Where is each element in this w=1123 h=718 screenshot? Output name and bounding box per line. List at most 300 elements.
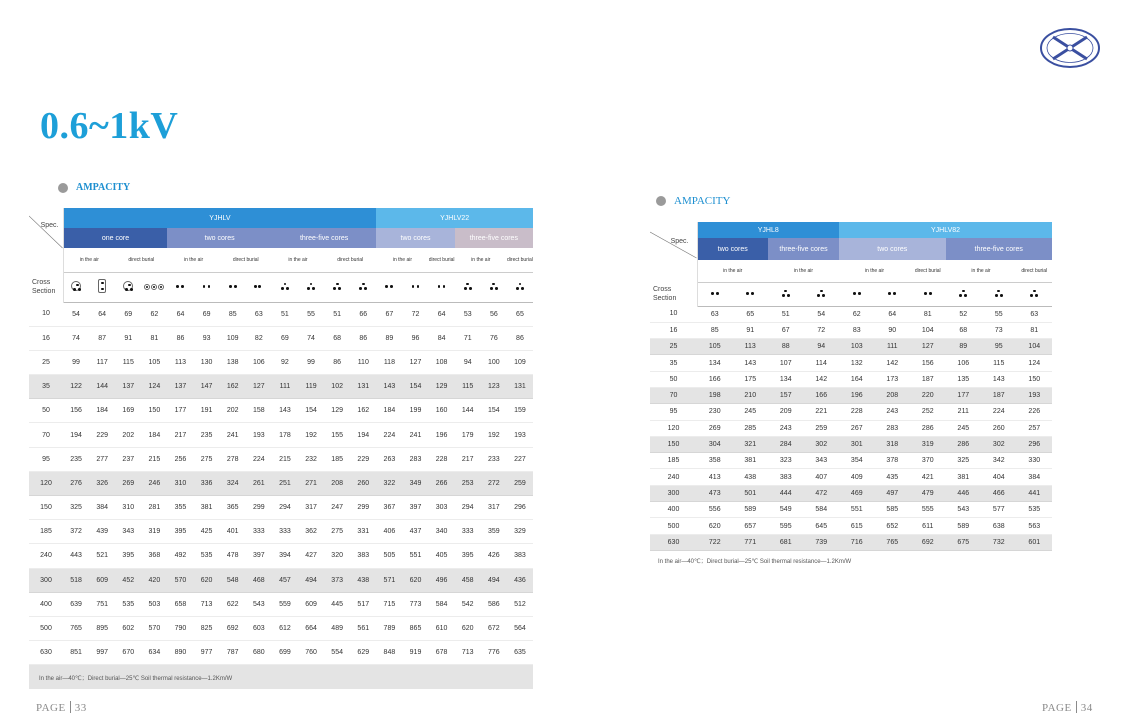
- ampacity-cell: 381: [946, 469, 982, 485]
- ampacity-cell: 227: [507, 447, 533, 471]
- ampacity-cell: 71: [455, 326, 481, 350]
- ampacity-cell: 310: [115, 496, 141, 520]
- cross-section-cell: 400: [650, 502, 697, 518]
- ampacity-cell: 144: [89, 375, 115, 399]
- ampacity-cell: 445: [324, 592, 350, 616]
- condition-header: direct burial: [324, 248, 376, 272]
- ampacity-cell: 603: [246, 616, 272, 640]
- ampacity-cell: 261: [246, 471, 272, 495]
- ampacity-cell: 571: [376, 568, 402, 592]
- arrangement-icon: [946, 282, 982, 306]
- ampacity-cell: 789: [376, 616, 402, 640]
- ampacity-cell: 109: [507, 350, 533, 374]
- ampacity-cell: 99: [63, 350, 89, 374]
- subgroup-three-five-cores: three-five cores: [272, 228, 376, 248]
- ampacity-cell: 267: [839, 420, 875, 436]
- ampacity-cell: 129: [324, 399, 350, 423]
- ampacity-cell: 563: [1017, 518, 1053, 534]
- ampacity-cell: 543: [246, 592, 272, 616]
- subgroup-three-five-cores-22: three-five cores: [455, 228, 533, 248]
- ampacity-cell: 489: [324, 616, 350, 640]
- arrangement-icon: [804, 282, 840, 306]
- ampacity-cell: 438: [733, 469, 769, 485]
- cross-section-cell: 150: [29, 496, 63, 520]
- ampacity-cell: 178: [272, 423, 298, 447]
- ampacity-cell: 634: [141, 641, 167, 665]
- arrangement-icon: [981, 282, 1017, 306]
- table-row: [650, 371, 1052, 387]
- cross-section-label: Cross Section: [653, 286, 677, 302]
- ampacity-cell: 501: [733, 485, 769, 501]
- ampacity-cell: 215: [141, 447, 167, 471]
- ampacity-cell: 127: [246, 375, 272, 399]
- cross-section-cell: 35: [29, 375, 63, 399]
- ampacity-cell: 825: [194, 616, 220, 640]
- condition-header: in the air: [697, 260, 768, 282]
- ampacity-cell: 555: [910, 502, 946, 518]
- ampacity-cell: 629: [350, 641, 376, 665]
- ampacity-cell: 81: [1017, 322, 1053, 338]
- ampacity-cell: 294: [455, 496, 481, 520]
- ampacity-cell: 143: [981, 371, 1017, 387]
- ampacity-cell: 776: [481, 641, 507, 665]
- table-row: [29, 496, 533, 520]
- ampacity-cell: 319: [910, 436, 946, 452]
- ampacity-table-left: [29, 208, 533, 689]
- ampacity-cell: 115: [981, 355, 1017, 371]
- ampacity-cell: 143: [272, 399, 298, 423]
- ampacity-cell: 127: [910, 339, 946, 355]
- ampacity-cell: 301: [839, 436, 875, 452]
- ampacity-cell: 302: [804, 436, 840, 452]
- ampacity-cell: 383: [350, 544, 376, 568]
- arrangement-icon: [63, 272, 89, 302]
- ampacity-cell: 518: [63, 568, 89, 592]
- ampacity-cell: 91: [115, 326, 141, 350]
- ampacity-cell: 235: [194, 423, 220, 447]
- table-row: [650, 502, 1052, 518]
- ampacity-cell: 302: [981, 436, 1017, 452]
- ampacity-cell: 232: [298, 447, 324, 471]
- ampacity-cell: 110: [350, 350, 376, 374]
- ampacity-cell: 304: [697, 436, 733, 452]
- ampacity-cell: 245: [733, 404, 769, 420]
- ampacity-cell: 620: [194, 568, 220, 592]
- ampacity-cell: 251: [272, 471, 298, 495]
- ampacity-cell: 678: [429, 641, 455, 665]
- condition-header: in the air: [839, 260, 910, 282]
- ampacity-cell: 54: [63, 302, 89, 326]
- ampacity-cell: 284: [768, 436, 804, 452]
- ampacity-cell: 977: [194, 641, 220, 665]
- ampacity-cell: 275: [324, 520, 350, 544]
- ampacity-cell: 322: [376, 471, 402, 495]
- ampacity-cell: 294: [272, 496, 298, 520]
- ampacity-cell: 362: [298, 520, 324, 544]
- ampacity-cell: 620: [697, 518, 733, 534]
- ampacity-cell: 224: [981, 404, 1017, 420]
- ampacity-cell: 340: [429, 520, 455, 544]
- ampacity-cell: 670: [115, 641, 141, 665]
- ampacity-cell: 355: [167, 496, 193, 520]
- cross-section-cell: 240: [650, 469, 697, 485]
- table-row: [29, 399, 533, 423]
- ampacity-cell: 259: [804, 420, 840, 436]
- ampacity-cell: 246: [141, 471, 167, 495]
- ampacity-cell: 202: [220, 399, 246, 423]
- ampacity-cell: 54: [804, 306, 840, 322]
- ampacity-cell: 160: [429, 399, 455, 423]
- ampacity-cell: 90: [875, 322, 911, 338]
- group-header-yjhlv: YJHLV: [63, 208, 376, 228]
- ampacity-cell: 713: [455, 641, 481, 665]
- ampacity-cell: 87: [89, 326, 115, 350]
- ampacity-cell: 68: [324, 326, 350, 350]
- ampacity-cell: 443: [63, 544, 89, 568]
- table-row: [650, 485, 1052, 501]
- subgroup-three-five-cores-82: three-five cores: [946, 238, 1053, 260]
- ampacity-cell: 65: [733, 306, 769, 322]
- ampacity-cell: 55: [298, 302, 324, 326]
- ampacity-cell: 612: [272, 616, 298, 640]
- arrangement-icon: [376, 272, 402, 302]
- ampacity-cell: 217: [455, 447, 481, 471]
- ampacity-cell: 275: [194, 447, 220, 471]
- footnote-left: In the air—40℃；Direct burial—25℃ Soil thermal resistance—1.2Km/W: [29, 665, 533, 689]
- table-row: [650, 436, 1052, 452]
- ampacity-cell: 81: [910, 306, 946, 322]
- ampacity-cell: 765: [63, 616, 89, 640]
- table-row: [650, 355, 1052, 371]
- ampacity-cell: 241: [220, 423, 246, 447]
- page-number-left: PAGE 33: [36, 702, 87, 714]
- arrangement-icon: [298, 272, 324, 302]
- ampacity-cell: 102: [324, 375, 350, 399]
- table-row: [650, 518, 1052, 534]
- ampacity-cell: 609: [89, 568, 115, 592]
- ampacity-cell: 441: [1017, 485, 1053, 501]
- ampacity-cell: 194: [63, 423, 89, 447]
- cross-section-cell: 70: [29, 423, 63, 447]
- ampacity-cell: 142: [804, 371, 840, 387]
- ampacity-cell: 427: [298, 544, 324, 568]
- table-row: [29, 471, 533, 495]
- ampacity-cell: 202: [115, 423, 141, 447]
- subgroup-two-cores-22: two cores: [376, 228, 454, 248]
- ampacity-cell: 64: [875, 306, 911, 322]
- ampacity-cell: 303: [429, 496, 455, 520]
- ampacity-cell: 556: [697, 502, 733, 518]
- ampacity-cell: 615: [839, 518, 875, 534]
- ampacity-cell: 452: [115, 568, 141, 592]
- ampacity-cell: 395: [167, 520, 193, 544]
- cross-section-cell: 500: [650, 518, 697, 534]
- table-row: [29, 302, 533, 326]
- ampacity-cell: 760: [298, 641, 324, 665]
- ampacity-cell: 535: [1017, 502, 1053, 518]
- cross-section-cell: 16: [650, 322, 697, 338]
- ampacity-cell: 496: [429, 568, 455, 592]
- condition-header: direct burial: [115, 248, 167, 272]
- ampacity-cell: 397: [402, 496, 428, 520]
- divider: [1076, 701, 1077, 713]
- ampacity-cell: 397: [246, 544, 272, 568]
- ampacity-cell: 468: [246, 568, 272, 592]
- ampacity-cell: 478: [220, 544, 246, 568]
- ampacity-cell: 384: [1017, 469, 1053, 485]
- ampacity-cell: 184: [376, 399, 402, 423]
- ampacity-cell: 343: [115, 520, 141, 544]
- ampacity-cell: 354: [839, 453, 875, 469]
- ampacity-cell: 299: [246, 496, 272, 520]
- ampacity-cell: 64: [89, 302, 115, 326]
- ampacity-cell: 114: [804, 355, 840, 371]
- table-row: [650, 404, 1052, 420]
- ampacity-cell: 383: [507, 544, 533, 568]
- arrangement-icon: [875, 282, 911, 306]
- table-row: [650, 420, 1052, 436]
- ampacity-cell: 113: [167, 350, 193, 374]
- ampacity-cell: 142: [875, 355, 911, 371]
- table-row: [29, 544, 533, 568]
- ampacity-cell: 283: [402, 447, 428, 471]
- ampacity-cell: 620: [402, 568, 428, 592]
- cross-section-cell: 630: [29, 641, 63, 665]
- ampacity-cell: 103: [839, 339, 875, 355]
- ampacity-cell: 373: [324, 568, 350, 592]
- ampacity-cell: 444: [768, 485, 804, 501]
- ampacity-cell: 585: [875, 502, 911, 518]
- ampacity-cell: 421: [910, 469, 946, 485]
- cross-section-cell: 95: [650, 404, 697, 420]
- cross-section-cell: 400: [29, 592, 63, 616]
- ampacity-cell: 577: [981, 502, 1017, 518]
- page-number-right: PAGE 34: [1042, 702, 1093, 714]
- cross-section-cell: 10: [29, 302, 63, 326]
- ampacity-cell: 438: [350, 568, 376, 592]
- ampacity-cell: 570: [167, 568, 193, 592]
- ampacity-cell: 109: [220, 326, 246, 350]
- ampacity-cell: 86: [324, 350, 350, 374]
- ampacity-cell: 74: [298, 326, 324, 350]
- ampacity-cell: 890: [167, 641, 193, 665]
- ampacity-cell: 286: [946, 436, 982, 452]
- ampacity-cell: 118: [376, 350, 402, 374]
- ampacity-cell: 53: [455, 302, 481, 326]
- ampacity-cell: 469: [839, 485, 875, 501]
- ampacity-cell: 405: [429, 544, 455, 568]
- ampacity-cell: 184: [89, 399, 115, 423]
- ampacity-cell: 296: [507, 496, 533, 520]
- ampacity-cell: 159: [507, 399, 533, 423]
- ampacity-cell: 245: [946, 420, 982, 436]
- condition-header: in the air: [455, 248, 507, 272]
- condition-header: direct burial: [507, 248, 533, 272]
- ampacity-cell: 229: [350, 447, 376, 471]
- ampacity-cell: 554: [324, 641, 350, 665]
- ampacity-cell: 86: [167, 326, 193, 350]
- divider: [70, 701, 71, 713]
- cross-section-cell: 185: [650, 453, 697, 469]
- ampacity-cell: 69: [115, 302, 141, 326]
- ampacity-cell: 187: [981, 387, 1017, 403]
- ampacity-cell: 420: [141, 568, 167, 592]
- subgroup-two-cores-82: two cores: [839, 238, 946, 260]
- ampacity-cell: 208: [875, 387, 911, 403]
- ampacity-cell: 89: [946, 339, 982, 355]
- ampacity-cell: 543: [946, 502, 982, 518]
- ampacity-cell: 256: [167, 447, 193, 471]
- ampacity-cell: 68: [946, 322, 982, 338]
- ampacity-cell: 69: [194, 302, 220, 326]
- condition-header: in the air: [946, 260, 1017, 282]
- ampacity-cell: 359: [481, 520, 507, 544]
- ampacity-cell: 229: [89, 423, 115, 447]
- ampacity-cell: 64: [167, 302, 193, 326]
- ampacity-cell: 62: [839, 306, 875, 322]
- spec-label: Spec.: [670, 238, 689, 245]
- arrangement-icon: [141, 272, 167, 302]
- ampacity-cell: 85: [697, 322, 733, 338]
- ampacity-cell: 281: [141, 496, 167, 520]
- ampacity-cell: 211: [946, 404, 982, 420]
- ampacity-cell: 370: [910, 453, 946, 469]
- ampacity-cell: 124: [141, 375, 167, 399]
- ampacity-cell: 324: [220, 471, 246, 495]
- ampacity-cell: 89: [376, 326, 402, 350]
- ampacity-cell: 401: [220, 520, 246, 544]
- ampacity-cell: 63: [1017, 306, 1053, 322]
- ampacity-cell: 609: [298, 592, 324, 616]
- ampacity-cell: 383: [768, 469, 804, 485]
- ampacity-cell: 194: [350, 423, 376, 447]
- ampacity-cell: 150: [1017, 371, 1053, 387]
- ampacity-cell: 310: [167, 471, 193, 495]
- ampacity-cell: 263: [376, 447, 402, 471]
- ampacity-cell: 472: [804, 485, 840, 501]
- ampacity-cell: 108: [429, 350, 455, 374]
- ampacity-cell: 535: [115, 592, 141, 616]
- ampacity-cell: 681: [768, 534, 804, 550]
- ampacity-cell: 271: [298, 471, 324, 495]
- ampacity-cell: 162: [350, 399, 376, 423]
- condition-header: in the air: [272, 248, 324, 272]
- ampacity-cell: 343: [804, 453, 840, 469]
- cross-section-cell: 300: [650, 485, 697, 501]
- ampacity-cell: 285: [733, 420, 769, 436]
- ampacity-cell: 94: [455, 350, 481, 374]
- ampacity-cell: 185: [324, 447, 350, 471]
- ampacity-cell: 91: [733, 322, 769, 338]
- table-row: [650, 453, 1052, 469]
- ampacity-cell: 220: [910, 387, 946, 403]
- ampacity-cell: 331: [350, 520, 376, 544]
- ampacity-cell: 318: [875, 436, 911, 452]
- ampacity-cell: 333: [272, 520, 298, 544]
- ampacity-cell: 184: [141, 423, 167, 447]
- ampacity-cell: 739: [804, 534, 840, 550]
- ampacity-cell: 317: [298, 496, 324, 520]
- ampacity-cell: 997: [89, 641, 115, 665]
- cross-section-cell: 240: [29, 544, 63, 568]
- ampacity-cell: 551: [402, 544, 428, 568]
- table-row: [29, 375, 533, 399]
- ampacity-cell: 326: [89, 471, 115, 495]
- ampacity-cell: 179: [455, 423, 481, 447]
- ampacity-cell: 323: [768, 453, 804, 469]
- ampacity-cell: 564: [507, 616, 533, 640]
- ampacity-cell: 622: [220, 592, 246, 616]
- ampacity-cell: 66: [350, 302, 376, 326]
- ampacity-cell: 601: [1017, 534, 1053, 550]
- ampacity-cell: 333: [455, 520, 481, 544]
- ampacity-cell: 395: [455, 544, 481, 568]
- ampacity-cell: 253: [455, 471, 481, 495]
- ampacity-cell: 512: [507, 592, 533, 616]
- ampacity-cell: 865: [402, 616, 428, 640]
- ampacity-cell: 517: [350, 592, 376, 616]
- ampacity-cell: 127: [402, 350, 428, 374]
- ampacity-cell: 787: [220, 641, 246, 665]
- condition-header: in the air: [768, 260, 839, 282]
- ampacity-cell: 349: [402, 471, 428, 495]
- condition-header: in the air: [63, 248, 115, 272]
- arrangement-icon: [220, 272, 246, 302]
- ampacity-cell: 602: [115, 616, 141, 640]
- subgroup-one-core: one core: [63, 228, 167, 248]
- ampacity-cell: 224: [376, 423, 402, 447]
- ampacity-cell: 196: [839, 387, 875, 403]
- ampacity-cell: 497: [875, 485, 911, 501]
- ampacity-cell: 224: [246, 447, 272, 471]
- ampacity-cell: 226: [1017, 404, 1053, 420]
- ampacity-cell: 76: [481, 326, 507, 350]
- arrangement-icon: [507, 272, 533, 302]
- ampacity-cell: 173: [875, 371, 911, 387]
- ampacity-cell: 919: [402, 641, 428, 665]
- ampacity-cell: 132: [839, 355, 875, 371]
- ampacity-cell: 113: [733, 339, 769, 355]
- ampacity-cell: 365: [220, 496, 246, 520]
- ampacity-cell: 620: [455, 616, 481, 640]
- ampacity-cell: 645: [804, 518, 840, 534]
- ampacity-cell: 549: [768, 502, 804, 518]
- condition-header: direct burial: [1017, 260, 1053, 282]
- ampacity-cell: 277: [89, 447, 115, 471]
- cross-section-cell: 50: [29, 399, 63, 423]
- ampacity-cell: 272: [481, 471, 507, 495]
- ampacity-cell: 131: [350, 375, 376, 399]
- ampacity-cell: 164: [839, 371, 875, 387]
- ampacity-cell: 233: [481, 447, 507, 471]
- ampacity-cell: 851: [63, 641, 89, 665]
- ampacity-cell: 639: [63, 592, 89, 616]
- ampacity-cell: 51: [768, 306, 804, 322]
- ampacity-cell: 559: [272, 592, 298, 616]
- ampacity-cell: 437: [402, 520, 428, 544]
- page-title: 0.6~1kV: [40, 105, 179, 147]
- ampacity-cell: 193: [246, 423, 272, 447]
- ampacity-cell: 199: [402, 399, 428, 423]
- ampacity-cell: 235: [63, 447, 89, 471]
- ampacity-cell: 638: [981, 518, 1017, 534]
- ampacity-cell: 123: [481, 375, 507, 399]
- ampacity-cell: 106: [246, 350, 272, 374]
- ampacity-cell: 111: [272, 375, 298, 399]
- ampacity-cell: 162: [220, 375, 246, 399]
- ampacity-cell: 119: [298, 375, 324, 399]
- ampacity-cell: 409: [839, 469, 875, 485]
